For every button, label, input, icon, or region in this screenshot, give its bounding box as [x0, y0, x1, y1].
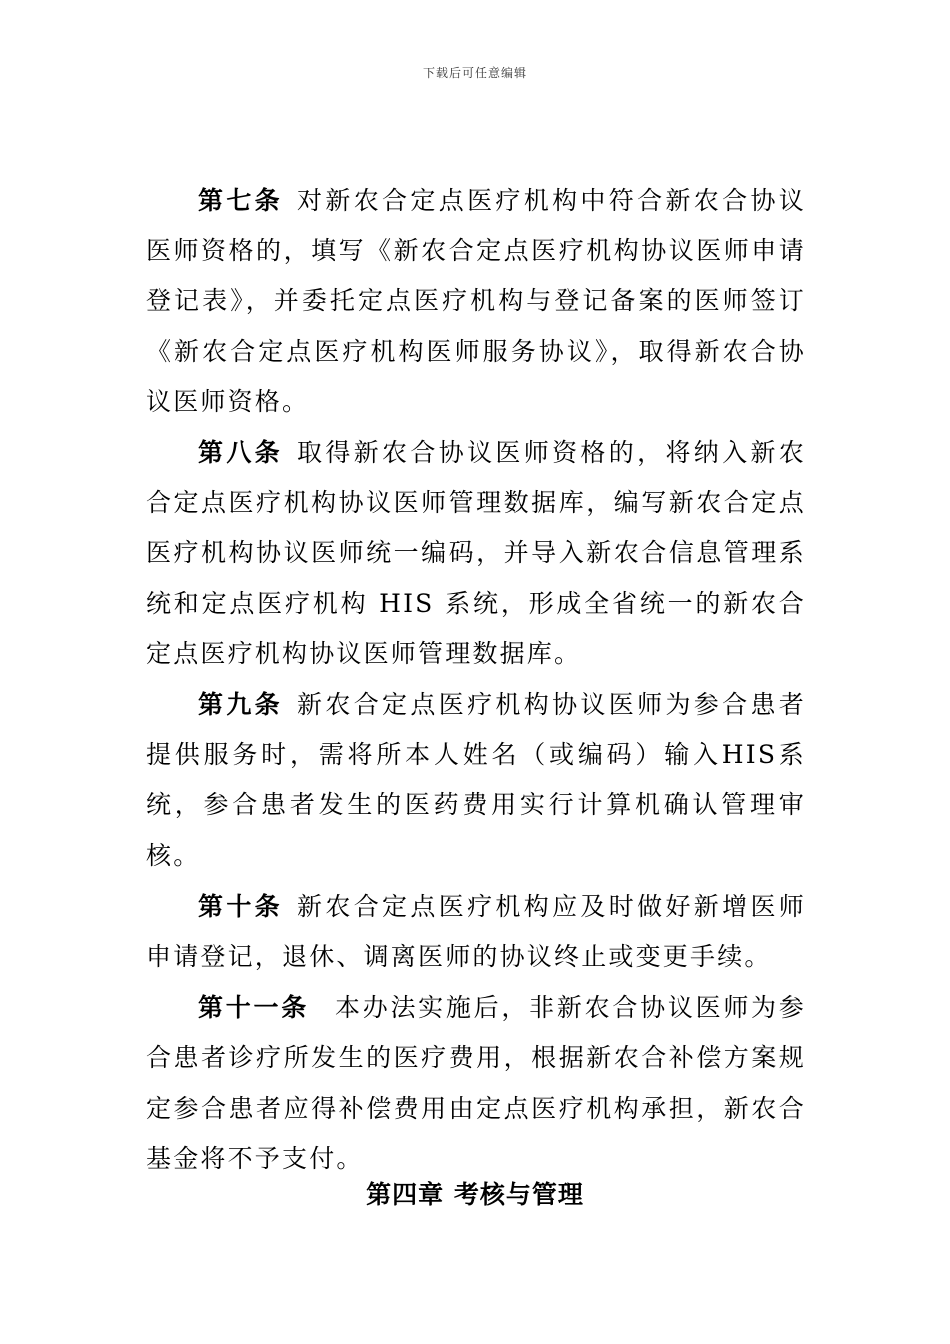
article-text: 新农合定点医疗机构应及时做好新增医师申请登记，退休、调离医师的协议终止或变更手续。	[146, 891, 806, 972]
article-9	[146, 680, 806, 881]
article-label: 第十条	[198, 891, 284, 921]
article-label: 第八条	[198, 438, 284, 468]
chapter-title: 第四章 考核与管理	[366, 1180, 584, 1209]
article-8	[146, 428, 806, 679]
article-label: 第九条	[198, 690, 284, 720]
article-text: 对新农合定点医疗机构中符合新农合协议医师资格的，填写《新农合定点医疗机构协议医师申请登记表》，并委托定点医疗机构与登记备案的医师签订《新农合定点医疗机构医师服务协议》，取得新农合协议医师资格。	[146, 186, 806, 416]
article-label: 第七条	[198, 186, 284, 215]
article-text: 取得新农合协议医师资格的，将纳入新农合定点医疗机构协议医师管理数据库，编写新农合定点医疗机构协议医师统一编码，并导入新农合信息管理系统和定点医疗机构 HIS 系统，形成全省统一的新农合定点医疗机构协议医师管理数据库。	[146, 438, 806, 668]
article-7	[146, 176, 806, 427]
article-label: 第十一条	[198, 993, 309, 1023]
article-11	[146, 983, 806, 1184]
page-header-note: 下载后可任意编辑	[422, 66, 527, 80]
document-body	[146, 176, 806, 1184]
article-text: 新农合定点医疗机构协议医师为参合患者提供服务时，需将所本人姓名（或编码）输入HIS系统，参合患者发生的医药费用实行计算机确认管理审核。	[146, 690, 806, 870]
article-text: 本办法实施后，非新农合协议医师为参合患者诊疗所发生的医疗费用，根据新农合补偿方案规定参合患者应得补偿费用由定点医疗机构承担，新农合基金将不予支付。	[146, 993, 806, 1173]
article-10	[146, 882, 806, 982]
